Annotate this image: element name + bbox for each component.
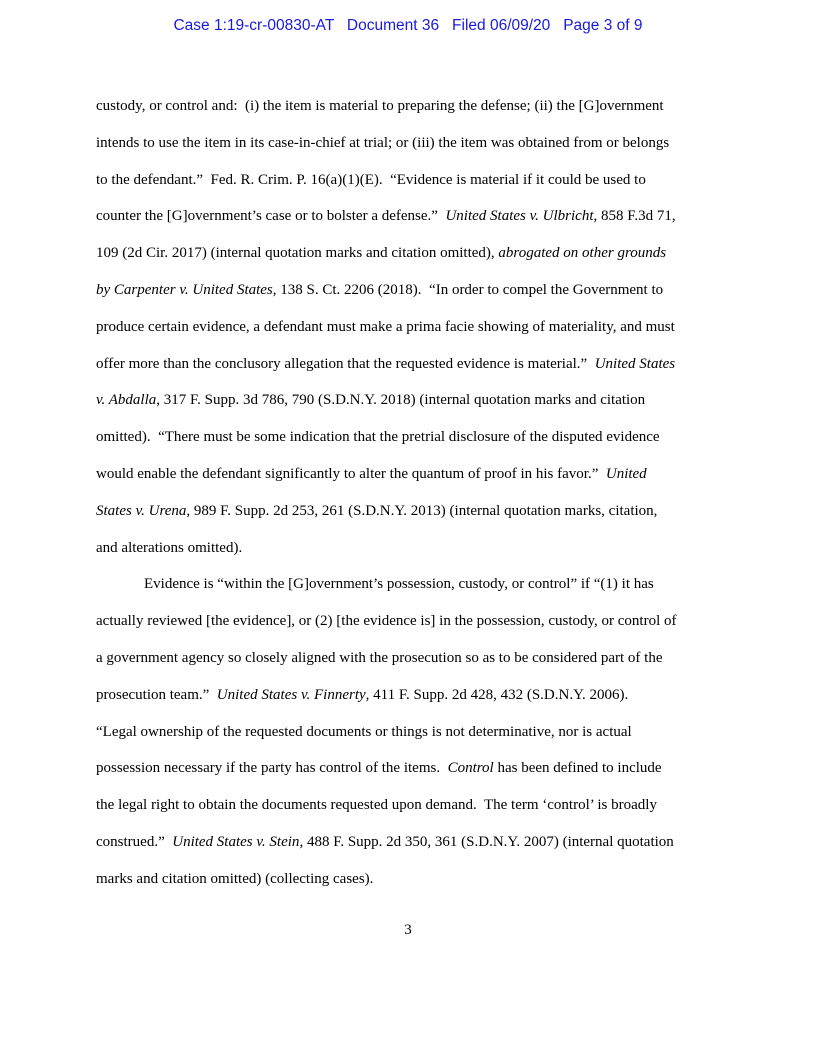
text-line bbox=[96, 864, 721, 901]
text-line bbox=[96, 422, 721, 459]
text-segment: , 858 F.3d 71, bbox=[593, 208, 676, 225]
text-line bbox=[96, 643, 721, 680]
text-segment: offer more than the conclusory allegation that the requested evidence is material.” bbox=[96, 355, 595, 372]
text-line bbox=[96, 201, 721, 238]
text-segment: omitted). “There must be some indication that the pretrial disclosure of the disputed evidence bbox=[96, 429, 660, 446]
text-line bbox=[96, 91, 721, 128]
case-citation: United bbox=[605, 465, 647, 482]
text-line bbox=[96, 128, 721, 165]
text-line bbox=[96, 717, 721, 754]
text-segment: “Legal ownership of the requested documents or things is not determinative, nor is actual bbox=[96, 723, 632, 740]
case-header: Case 1:19-cr-00830-AT Document 36 Filed 06/09/20 Page 3 of 9 bbox=[173, 17, 643, 34]
text-line bbox=[96, 753, 721, 790]
text-segment: to the defendant.” Fed. R. Crim. P. 16(a)(1)(E). “Evidence is material if it could be used to bbox=[96, 171, 646, 188]
text-line bbox=[96, 496, 721, 533]
text-line bbox=[96, 569, 721, 606]
text-segment: custody, or control and: (i) the item is material to preparing the defense; (ii) the [G]overnment bbox=[96, 98, 664, 114]
text-line bbox=[96, 238, 721, 275]
text-segment: marks and citation omitted) (collecting cases). bbox=[96, 870, 374, 887]
text-line bbox=[96, 827, 721, 864]
text-line bbox=[96, 275, 721, 312]
case-citation: United States v. Ulbricht bbox=[445, 208, 594, 225]
paragraph bbox=[96, 91, 721, 569]
text-segment: prosecution team.” bbox=[96, 686, 217, 703]
document-body bbox=[96, 91, 721, 901]
text-segment: intends to use the item in its case-in-chief at trial; or (iii) the item was obtained from or belongs bbox=[96, 134, 670, 151]
case-citation: v. Abdalla bbox=[96, 392, 157, 409]
case-citation: abrogated on other grounds bbox=[498, 245, 667, 262]
text-line bbox=[96, 790, 721, 827]
text-segment: produce certain evidence, a defendant must make a prima facie showing of materiality, and must bbox=[96, 318, 675, 335]
text-segment: possession necessary if the party has control of the items. bbox=[96, 760, 448, 777]
text-segment: a government agency so closely aligned with the prosecution so as to be considered part of the bbox=[96, 649, 663, 666]
case-citation: Control bbox=[447, 760, 494, 777]
case-citation: United States v. Finnerty bbox=[216, 686, 366, 703]
text-segment: the legal right to obtain the documents requested upon demand. The term ‘control’ is broadly bbox=[96, 797, 657, 814]
text-line bbox=[96, 680, 721, 717]
text-line bbox=[96, 165, 721, 202]
case-citation: States v. Urena bbox=[96, 502, 187, 519]
text-segment: construed.” bbox=[96, 833, 173, 850]
text-segment: , 317 F. Supp. 3d 786, 790 (S.D.N.Y. 2018) (internal quotation marks and citation bbox=[156, 392, 646, 409]
case-citation: by Carpenter v. United States bbox=[96, 281, 273, 298]
text-segment: , 138 S. Ct. 2206 (2018). “In order to compel the Government to bbox=[272, 281, 664, 298]
text-line bbox=[96, 312, 721, 349]
text-segment: would enable the defendant significantly to alter the quantum of proof in his favor.” bbox=[96, 465, 606, 482]
text-segment: has been defined to include bbox=[493, 760, 662, 777]
text-line bbox=[96, 385, 721, 422]
text-line bbox=[96, 459, 721, 496]
text-segment: Evidence is “within the [G]overnment’s possession, custody, or control” if “(1) it has bbox=[144, 576, 654, 593]
text-segment: 109 (2d Cir. 2017) (internal quotation marks and citation omitted), bbox=[96, 245, 499, 262]
page-number: 3 bbox=[404, 922, 412, 938]
text-segment: , 488 F. Supp. 2d 350, 361 (S.D.N.Y. 2007) (internal quotation bbox=[299, 833, 674, 850]
text-line bbox=[96, 606, 721, 643]
text-line bbox=[96, 533, 721, 570]
paragraph bbox=[96, 569, 721, 900]
case-citation: United States v. Stein bbox=[172, 833, 300, 850]
text-segment: , 989 F. Supp. 2d 253, 261 (S.D.N.Y. 2013) (internal quotation marks, citation, bbox=[186, 502, 658, 519]
text-segment: , 411 F. Supp. 2d 428, 432 (S.D.N.Y. 2006). bbox=[365, 686, 629, 703]
text-segment: counter the [G]overnment’s case or to bolster a defense.” bbox=[96, 208, 446, 225]
text-segment: actually reviewed [the evidence], or (2) [the evidence is] in the possession, custody, or control of bbox=[96, 613, 677, 630]
text-segment: and alterations omitted). bbox=[96, 539, 243, 556]
case-citation: United States bbox=[594, 355, 676, 372]
text-line bbox=[96, 349, 721, 386]
